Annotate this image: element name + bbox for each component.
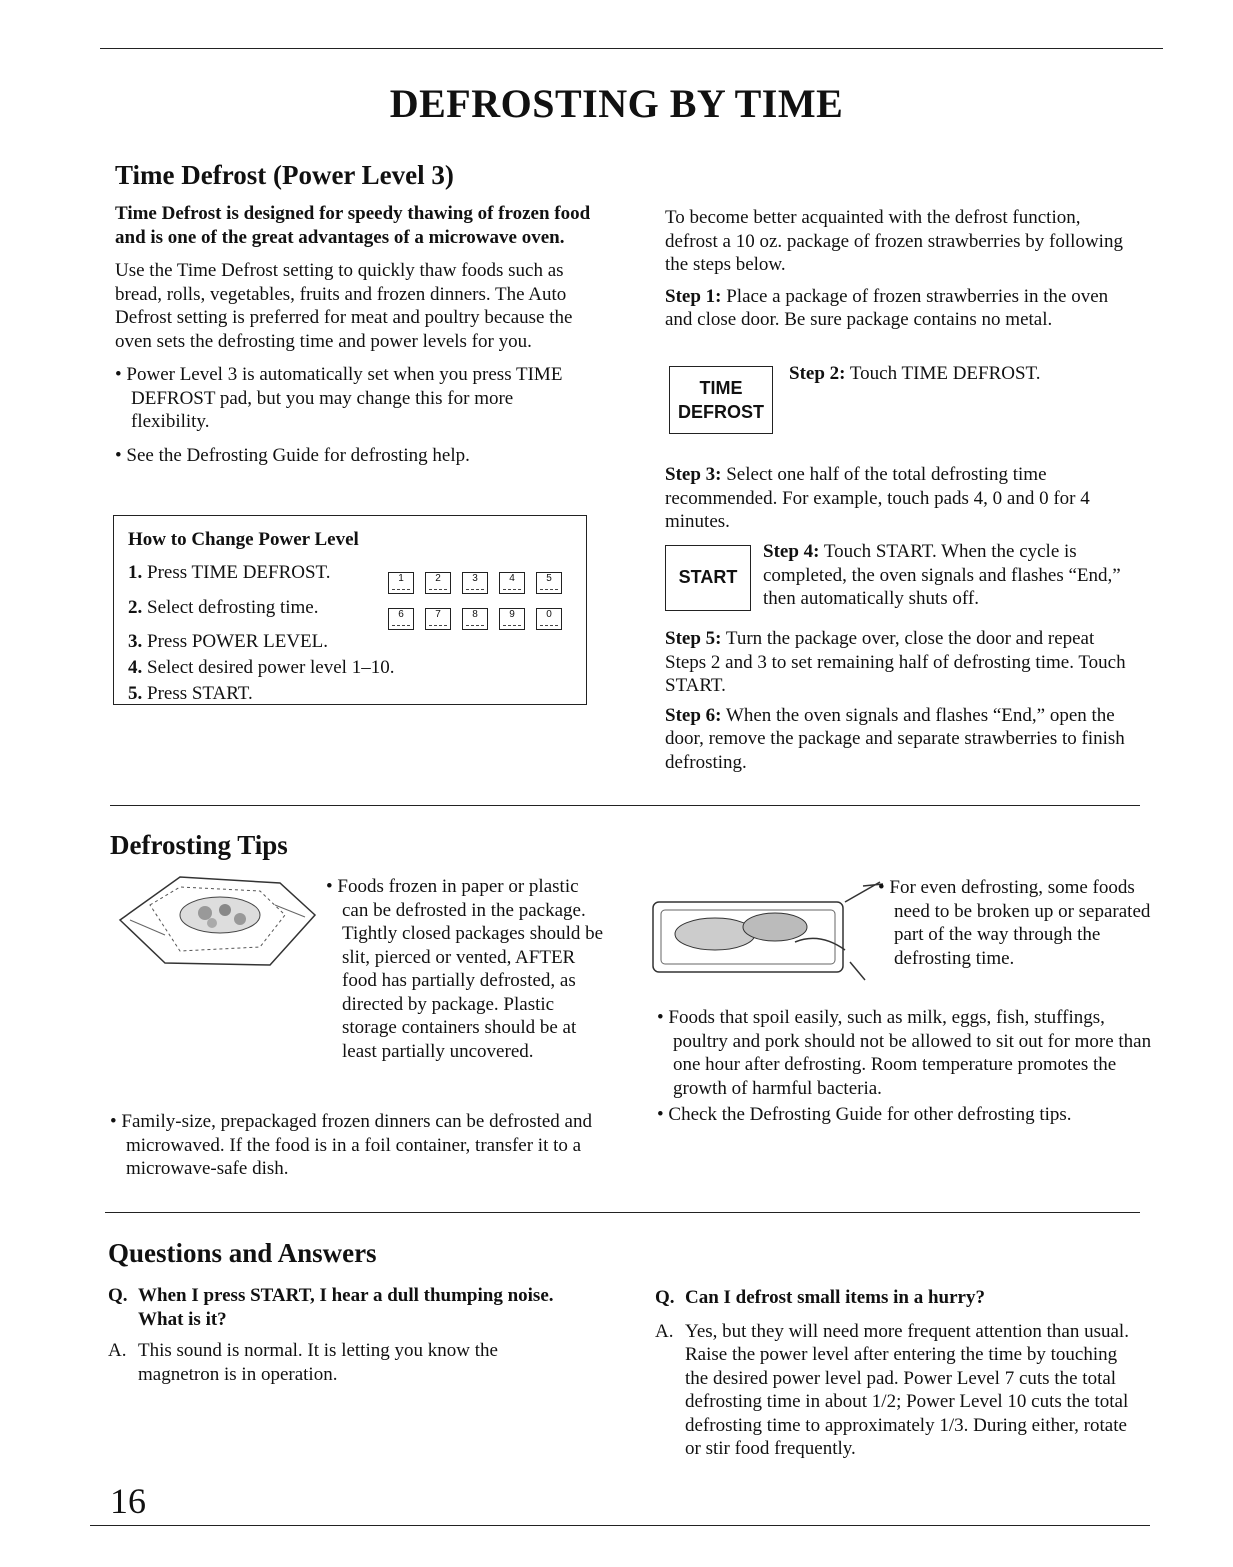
time-defrost-right-column: [665, 206, 1125, 332]
change-power-level-heading: How to Change Power Level: [128, 529, 359, 550]
qa-question-2: Q. Can I defrost small items in a hurry?: [655, 1287, 985, 1308]
keypad-key-3: 3: [462, 572, 488, 594]
tip-defrosting-guide: • Check the Defrosting Guide for other defrosting tips.: [657, 1104, 1072, 1125]
practice-step-1: Step 1: Place a package of frozen strawberries in the oven and close door. Be sure package contains no metal.: [665, 285, 1109, 330]
practice-steps-lower: [665, 627, 1127, 774]
qa-heading: Questions and Answers: [108, 1238, 377, 1268]
qa-answer-2: A. Yes, but they will need more frequent attention than usual. Raise the power level after entering the time by touching the desired power level pad. Power Level 7 cuts the total defrosting time in about 1/2; Power Level 10 cuts the total defrosting time to approximately 1/3. During either, rotate or stir food frequently.: [655, 1320, 1129, 1459]
bullet-power-level: • Power Level 3 is automatically set when you press TIME DEFROST pad, but you may change this for more flexibility.: [115, 364, 563, 432]
change-step-2: 2. Select defrosting time.: [128, 597, 319, 618]
frozen-package-illustration: [110, 865, 320, 975]
keypad-key-5: 5: [536, 572, 562, 594]
tip-family-size: • Family-size, prepackaged frozen dinners can be defrosted and microwaved. If the food is in a foil container, transfer it to a microwave-safe dish.: [110, 1111, 592, 1179]
page-number: 16: [110, 1481, 146, 1521]
keypad-key-7: 7: [425, 608, 451, 630]
time-defrost-heading: Time Defrost (Power Level 3): [115, 160, 454, 190]
start-pad-icon: START: [665, 545, 751, 611]
time-defrost-body: Use the Time Defrost setting to quickly thaw foods such as bread, rolls, vegetables, fruits and frozen dinners. The Auto Defrost setting is preferred for meat and poultry because the oven sets the defrosting time and power levels for you.: [115, 260, 573, 352]
tip-spoil-easily: • Foods that spoil easily, such as milk, eggs, fish, stuffings, poultry and pork should not be allowed to sit out for more than one hour after defrosting. Room temperature promotes the growth of harmful bacteria.: [657, 1007, 1152, 1099]
section-rule-1: [110, 805, 1140, 806]
page-title: DEFROSTING BY TIME: [389, 81, 844, 126]
change-step-1: 1. Press TIME DEFROST.: [128, 562, 331, 583]
qa-question-1: Q. When I press START, I hear a dull thumping noise. What is it?: [108, 1285, 554, 1330]
qa-answer-1: A. This sound is normal. It is letting you know the magnetron is in operation.: [108, 1340, 498, 1385]
tip-even-defrosting: • For even defrosting, some foods need to be broken up or separated part of the way through the defrosting time.: [878, 877, 1151, 969]
qa-item-1: [108, 1284, 578, 1386]
keypad-key-6: 6: [388, 608, 414, 630]
keypad-key-2: 2: [425, 572, 451, 594]
bullet-defrosting-guide: • See the Defrosting Guide for defrosting help.: [115, 444, 470, 466]
practice-step-6: Step 6: When the oven signals and flashes “End,” open the door, remove the package and separate strawberries to finish defrosting.: [665, 704, 1125, 773]
practice-intro: To become better acquainted with the defrost function, defrost a 10 oz. package of frozen strawberries by following the steps below.: [665, 207, 1123, 275]
bottom-rule: [90, 1525, 1150, 1526]
keypad-key-4: 4: [499, 572, 525, 594]
practice-step-4: Step 4: Touch START. When the cycle is completed, the oven signals and flashes “End,” then automatically shuts off.: [763, 541, 1121, 609]
keypad-key-1: 1: [388, 572, 414, 594]
keypad-key-9: 9: [499, 608, 525, 630]
change-step-3: 3. Press POWER LEVEL.: [128, 631, 329, 652]
time-defrost-pad-icon: [669, 366, 773, 434]
top-rule: [100, 48, 1163, 49]
practice-step-3: Step 3: Select one half of the total defrosting time recommended. For example, touch pads 4, 0 and 0 for 4 minutes.: [665, 464, 1090, 532]
practice-step-2: Step 2: Touch TIME DEFROST.: [789, 363, 1041, 384]
change-step-5: 5. Press START.: [128, 683, 253, 704]
qa-item-2: [655, 1286, 1133, 1461]
time-defrost-intro: Time Defrost is designed for speedy thawing of frozen food and is one of the great advantages of a microwave oven.: [115, 203, 591, 248]
section-rule-2: [105, 1212, 1140, 1213]
food-breaking-illustration: [645, 872, 885, 992]
tip-paper-plastic: • Foods frozen in paper or plastic can be defrosted in the package. Tightly closed packages should be slit, pierced or vented, AFTER food has partially defrosted, as directed by package. Plastic storage containers should be at least partially uncovered.: [326, 876, 604, 1062]
time-defrost-left-column: [115, 202, 593, 467]
change-step-4: 4. Select desired power level 1–10.: [128, 657, 395, 678]
defrosting-tips-heading: Defrosting Tips: [110, 830, 288, 860]
practice-step-5: Step 5: Turn the package over, close the door and repeat Steps 2 and 3 to set remaining half of defrosting time. Touch START.: [665, 628, 1126, 696]
keypad-key-0: 0: [536, 608, 562, 630]
change-power-level-box: [113, 515, 587, 705]
keypad-key-8: 8: [462, 608, 488, 630]
time-defrost-pad-line1: TIME: [699, 378, 743, 398]
time-defrost-pad-line2: DEFROST: [677, 402, 764, 422]
